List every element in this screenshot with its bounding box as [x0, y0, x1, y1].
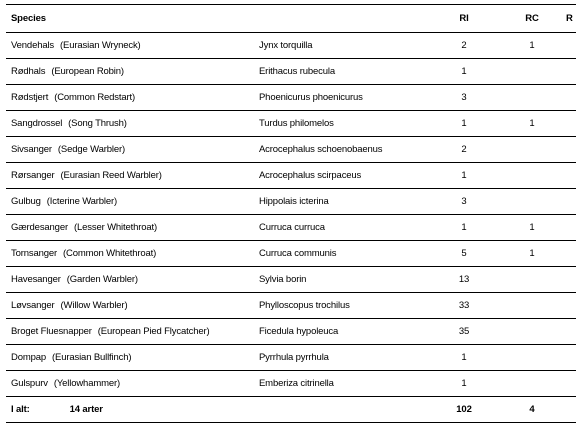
r-value — [566, 85, 576, 111]
table-row — [6, 293, 576, 319]
latin-name: Acrocephalus scirpaceus — [253, 163, 430, 189]
ri-value: 35 — [430, 319, 498, 345]
rc-value: 1 — [498, 215, 566, 241]
species-table-container — [6, 4, 576, 423]
species-name-cell — [6, 293, 253, 319]
ri-value: 2 — [430, 137, 498, 163]
table-row — [6, 267, 576, 293]
header-latin — [253, 5, 430, 33]
header-rc: RC — [498, 5, 566, 33]
r-value — [566, 293, 576, 319]
ri-value: 1 — [430, 215, 498, 241]
ri-value: 3 — [430, 85, 498, 111]
ri-value: 3 — [430, 189, 498, 215]
table-row — [6, 163, 576, 189]
latin-name: Sylvia borin — [253, 267, 430, 293]
header-ri: RI — [430, 5, 498, 33]
species-name-cell — [6, 345, 253, 371]
total-r — [566, 397, 576, 423]
table-row — [6, 215, 576, 241]
latin-name: Emberiza citrinella — [253, 371, 430, 397]
species-name-cell — [6, 189, 253, 215]
species-table — [6, 4, 576, 423]
english-name: (Garden Warbler) — [66, 274, 138, 285]
header-r: R — [566, 5, 576, 33]
danish-name: Dompap — [11, 352, 47, 363]
rc-value — [498, 345, 566, 371]
ri-value: 1 — [430, 59, 498, 85]
table-header-row — [6, 5, 576, 33]
species-name-cell — [6, 111, 253, 137]
rc-value — [498, 59, 566, 85]
danish-name: Havesanger — [11, 274, 61, 285]
danish-name: Sangdrossel — [11, 118, 63, 129]
total-species-count: 14 arter — [69, 404, 103, 415]
latin-name: Turdus philomelos — [253, 111, 430, 137]
species-name-cell — [6, 163, 253, 189]
species-name-cell — [6, 241, 253, 267]
english-name: (Sedge Warbler) — [57, 144, 125, 155]
latin-name: Jynx torquilla — [253, 33, 430, 59]
rc-value — [498, 163, 566, 189]
latin-name: Curruca communis — [253, 241, 430, 267]
r-value — [566, 111, 576, 137]
english-name: (Lesser Whitethroat) — [73, 222, 158, 233]
latin-name: Erithacus rubecula — [253, 59, 430, 85]
danish-name: Gulbug — [11, 196, 41, 207]
danish-name: Broget Fluesnapper — [11, 326, 92, 337]
rc-value — [498, 319, 566, 345]
english-name: (Yellowhammer) — [53, 378, 121, 389]
r-value — [566, 319, 576, 345]
rc-value — [498, 371, 566, 397]
latin-name: Hippolais icterina — [253, 189, 430, 215]
total-label: I alt: — [11, 404, 30, 415]
danish-name: Løvsanger — [11, 300, 55, 311]
r-value — [566, 137, 576, 163]
table-row — [6, 345, 576, 371]
table-row — [6, 371, 576, 397]
total-label-cell — [6, 397, 253, 423]
table-row — [6, 59, 576, 85]
r-value — [566, 345, 576, 371]
r-value — [566, 371, 576, 397]
english-name: (Eurasian Reed Warbler) — [60, 170, 162, 181]
english-name: (Common Whitethroat) — [63, 248, 157, 259]
danish-name: Gulspurv — [11, 378, 48, 389]
species-name-cell — [6, 59, 253, 85]
species-name-cell — [6, 33, 253, 59]
english-name: (European Robin) — [51, 66, 124, 77]
ri-value: 1 — [430, 163, 498, 189]
table-row — [6, 319, 576, 345]
danish-name: Vendehals — [11, 40, 55, 51]
total-rc: 4 — [498, 397, 566, 423]
r-value — [566, 59, 576, 85]
danish-name: Rødhals — [11, 66, 46, 77]
r-value — [566, 163, 576, 189]
danish-name: Rørsanger — [11, 170, 55, 181]
species-name-cell — [6, 267, 253, 293]
table-row — [6, 189, 576, 215]
english-name: (Willow Warbler) — [60, 300, 128, 311]
rc-value: 1 — [498, 241, 566, 267]
latin-name: Ficedula hypoleuca — [253, 319, 430, 345]
latin-name: Phoenicurus phoenicurus — [253, 85, 430, 111]
ri-value: 1 — [430, 345, 498, 371]
r-value — [566, 33, 576, 59]
latin-name: Acrocephalus schoenobaenus — [253, 137, 430, 163]
r-value — [566, 267, 576, 293]
ri-value: 2 — [430, 33, 498, 59]
header-species: Species — [6, 5, 253, 33]
danish-name: Sivsanger — [11, 144, 52, 155]
danish-name: Tornsanger — [11, 248, 58, 259]
rc-value — [498, 293, 566, 319]
rc-value — [498, 85, 566, 111]
ri-value: 5 — [430, 241, 498, 267]
table-row — [6, 85, 576, 111]
rc-value: 1 — [498, 33, 566, 59]
total-ri: 102 — [430, 397, 498, 423]
rc-value — [498, 137, 566, 163]
table-body — [6, 33, 576, 423]
table-row — [6, 33, 576, 59]
species-name-cell — [6, 137, 253, 163]
english-name: (Song Thrush) — [68, 118, 127, 129]
table-row — [6, 241, 576, 267]
english-name: (Eurasian Bullfinch) — [52, 352, 132, 363]
ri-value: 1 — [430, 111, 498, 137]
total-row — [6, 397, 576, 423]
species-name-cell — [6, 85, 253, 111]
rc-value — [498, 267, 566, 293]
table-row — [6, 111, 576, 137]
total-latin-empty — [253, 397, 430, 423]
species-name-cell — [6, 215, 253, 241]
ri-value: 13 — [430, 267, 498, 293]
table-row — [6, 137, 576, 163]
r-value — [566, 241, 576, 267]
species-name-cell — [6, 371, 253, 397]
english-name: (Icterine Warbler) — [46, 196, 118, 207]
english-name: (European Pied Flycatcher) — [97, 326, 210, 337]
english-name: (Eurasian Wryneck) — [60, 40, 141, 51]
english-name: (Common Redstart) — [54, 92, 136, 103]
r-value — [566, 189, 576, 215]
species-name-cell — [6, 319, 253, 345]
rc-value: 1 — [498, 111, 566, 137]
ri-value: 1 — [430, 371, 498, 397]
ri-value: 33 — [430, 293, 498, 319]
latin-name: Phylloscopus trochilus — [253, 293, 430, 319]
danish-name: Gærdesanger — [11, 222, 68, 233]
r-value — [566, 215, 576, 241]
danish-name: Rødstjert — [11, 92, 49, 103]
latin-name: Pyrrhula pyrrhula — [253, 345, 430, 371]
rc-value — [498, 189, 566, 215]
latin-name: Curruca curruca — [253, 215, 430, 241]
